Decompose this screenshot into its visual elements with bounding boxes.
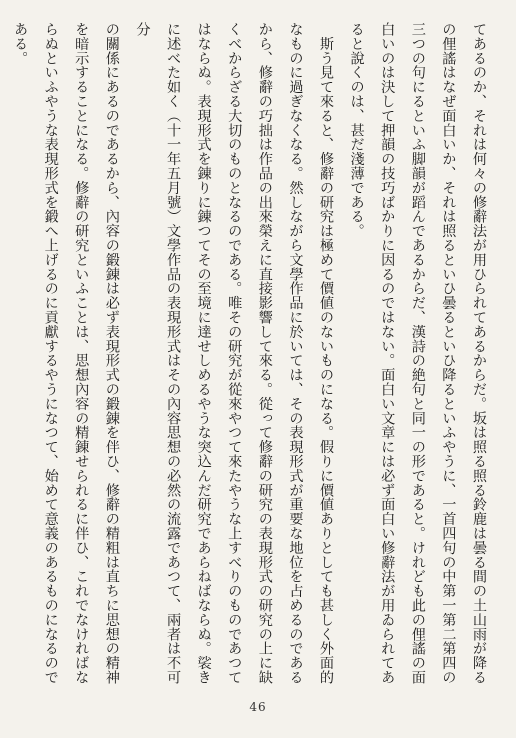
text-line: 白いのは決して押韻の技巧ばかりに因るのではない。面白い文章には必ず面白い修辭法が用ゐられてあ <box>379 22 396 685</box>
text-line: から、修辭の巧拙は作品の出來榮えに直接影響して來る。從って修辭の研究の表現形式の研究の上に缺 <box>256 22 273 685</box>
text-line: らぬといふやうな表現形式を鍛へ上げるのに貢獻するやうになつて、始めて意義のあるものになるので <box>42 22 59 685</box>
text-line: に述べた如く（十一年五月號）文學作品の表現形式はその內容思想の必然の流露であつて、兩者は不可分 <box>134 22 182 685</box>
text-line: ると說くのは、甚だ淺薄である。 <box>348 22 365 238</box>
text-line: てあるのか、それは何々の修辭法が用ひられてあるからだ。坂は照る照る鈴鹿は曇る間の土山雨が降る <box>471 22 487 685</box>
vertical-text-block <box>12 22 494 690</box>
text-line: 三つの句にるといふ脚韻が蹈んであるからだ、漢詩の絶句と同一の形であると。けれども此の俚謠の面 <box>409 22 426 685</box>
page-number: 46 <box>249 700 267 714</box>
text-line: の俚謠はなぜ面白いか、それは照るといひ曇るといひ降るといふやうに、一首四句の中第一第二第四の <box>440 22 457 685</box>
text-line: 斯う見て來ると、修辭の研究は極めて價値のないものになる。假りに價値ありとしても甚しく外面的 <box>318 22 335 685</box>
text-line: くべからざる大切のものとなるのである。唯その研究が從來やつて來たやうな上すべりのものであつて <box>226 22 243 685</box>
text-line: を暗示することになる。修辭の研究といふことは、思想內容の精錬せられるに伴ひ、これでなければな <box>73 22 90 685</box>
text-line: の關係にあるのであるから、內容の鍛錬は必ず表現形式の鍛錬を伴ひ、修辭の精粗は直ちに思想の精神 <box>103 22 120 685</box>
text-line: はならぬ。表現形式を錬りに錬つてその至境に達せしめるやうな突込んだ研究であらねばならぬ。裟き <box>195 22 212 685</box>
text-line: ある。 <box>12 22 29 66</box>
text-line: なものに過ぎなくなる。然しながら文學作品に於いては、その表現形式が重要な地位を占めるのである <box>287 22 304 685</box>
